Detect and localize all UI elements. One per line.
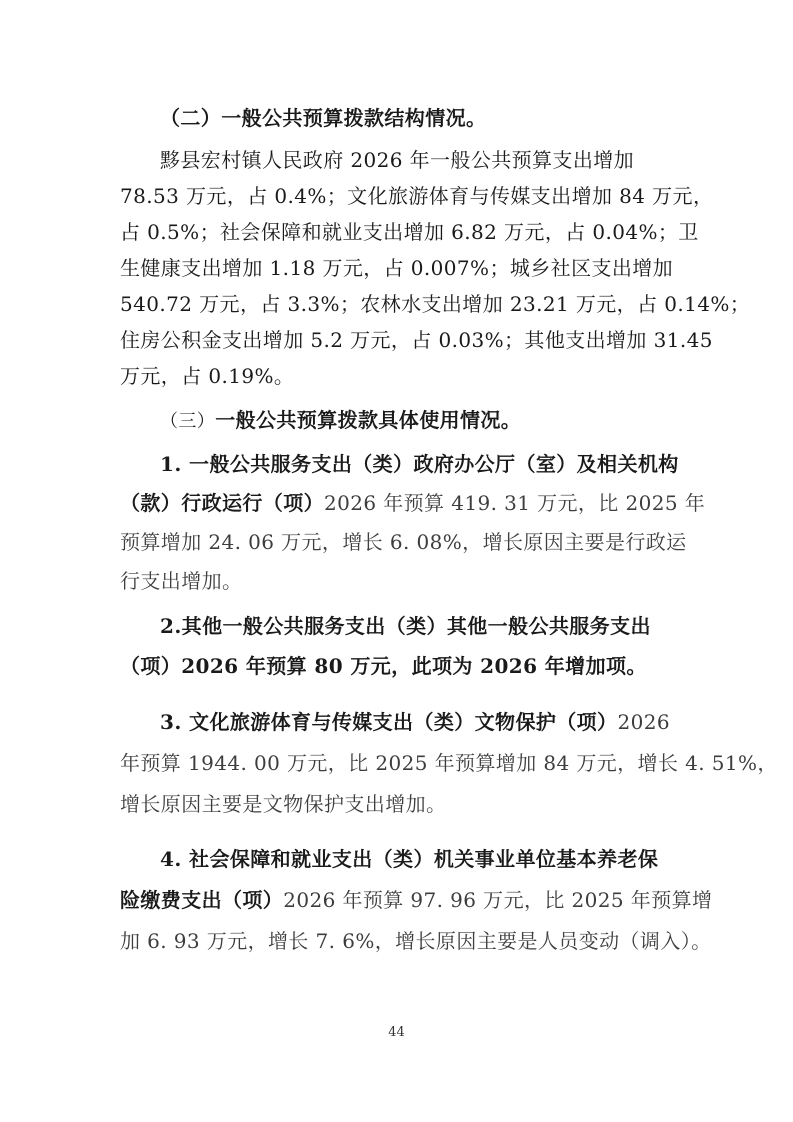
section-2-line-1: 黟县宏村镇人民政府 2026 年一般公共预算支出增加 [160,148,635,172]
section-3-heading [160,405,740,437]
section-3-heading-prefix: （三） [160,411,216,432]
section-2-heading: （二）一般公共预算拨款结构情况。 [160,106,487,130]
item-4-line-1: 4. 社会保障和就业支出（类）机关事业单位基本养老保 [160,847,659,871]
page-number: 44 [388,1025,405,1040]
item-1-line-2 [120,488,706,518]
item-4-line-3: 加 6. 93 万元，增长 7. 6%，增长原因主要是人员变动（调入）。 [120,929,712,953]
section-2-line-5: 540.72 万元，占 3.3%；农林水支出增加 23.21 万元，占 0.14%； [120,292,751,316]
item-1-line-2-text: 2026 年预算 419. 31 万元，比 2025 年 [324,491,706,515]
item-4-line-2-bold: 险缴费支出（项） [120,888,284,912]
item-1-line-3: 预算增加 24. 06 万元，增长 6. 08%，增长原因主要是行政运 [120,530,687,554]
item-1-line-1: 1. 一般公共服务支出（类）政府办公厅（室）及相关机构 [160,452,679,476]
section-2-line-3: 占 0.5%；社会保障和就业支出增加 6.82 万元，占 0.04%；卫 [120,220,699,244]
item-3-line-2: 年预算 1944. 00 万元，比 2025 年预算增加 84 万元，增长 4. 51%， [120,751,778,775]
item-1-line-4: 行支出增加。 [120,569,243,593]
item-4-line-2 [120,885,713,915]
section-2-line-7: 万元，占 0.19%。 [120,364,295,388]
item-1-line-2-bold: （款）行政运行（项） [120,491,324,515]
item-3-line-1-text: 2026 [617,710,670,734]
section-2-line-2: 78.53 万元，占 0.4%；文化旅游体育与传媒支出增加 84 万元， [120,184,714,208]
section-2-line-6: 住房公积金支出增加 5.2 万元，占 0.03%；其他支出增加 31.45 [120,328,713,352]
item-3-line-1-bold: 3. 文化旅游体育与传媒支出（类）文物保护（项） [160,710,618,734]
section-3-heading-text: 一般公共预算拨款具体使用情况。 [215,408,522,432]
section-2-line-4: 生健康支出增加 1.18 万元，占 0.007%；城乡社区支出增加 [120,256,674,280]
item-3-line-1 [160,707,740,737]
item-3-line-3: 增长原因主要是文物保护支出增加。 [120,792,447,816]
item-2-line-1: 2.其他一般公共服务支出（类）其他一般公共服务支出 [160,614,651,638]
item-2-line-2: （项）2026 年预算 80 万元，此项为 2026 年增加项。 [120,654,647,678]
item-4-line-2-text: 2026 年预算 97. 96 万元，比 2025 年预算增 [283,888,713,912]
